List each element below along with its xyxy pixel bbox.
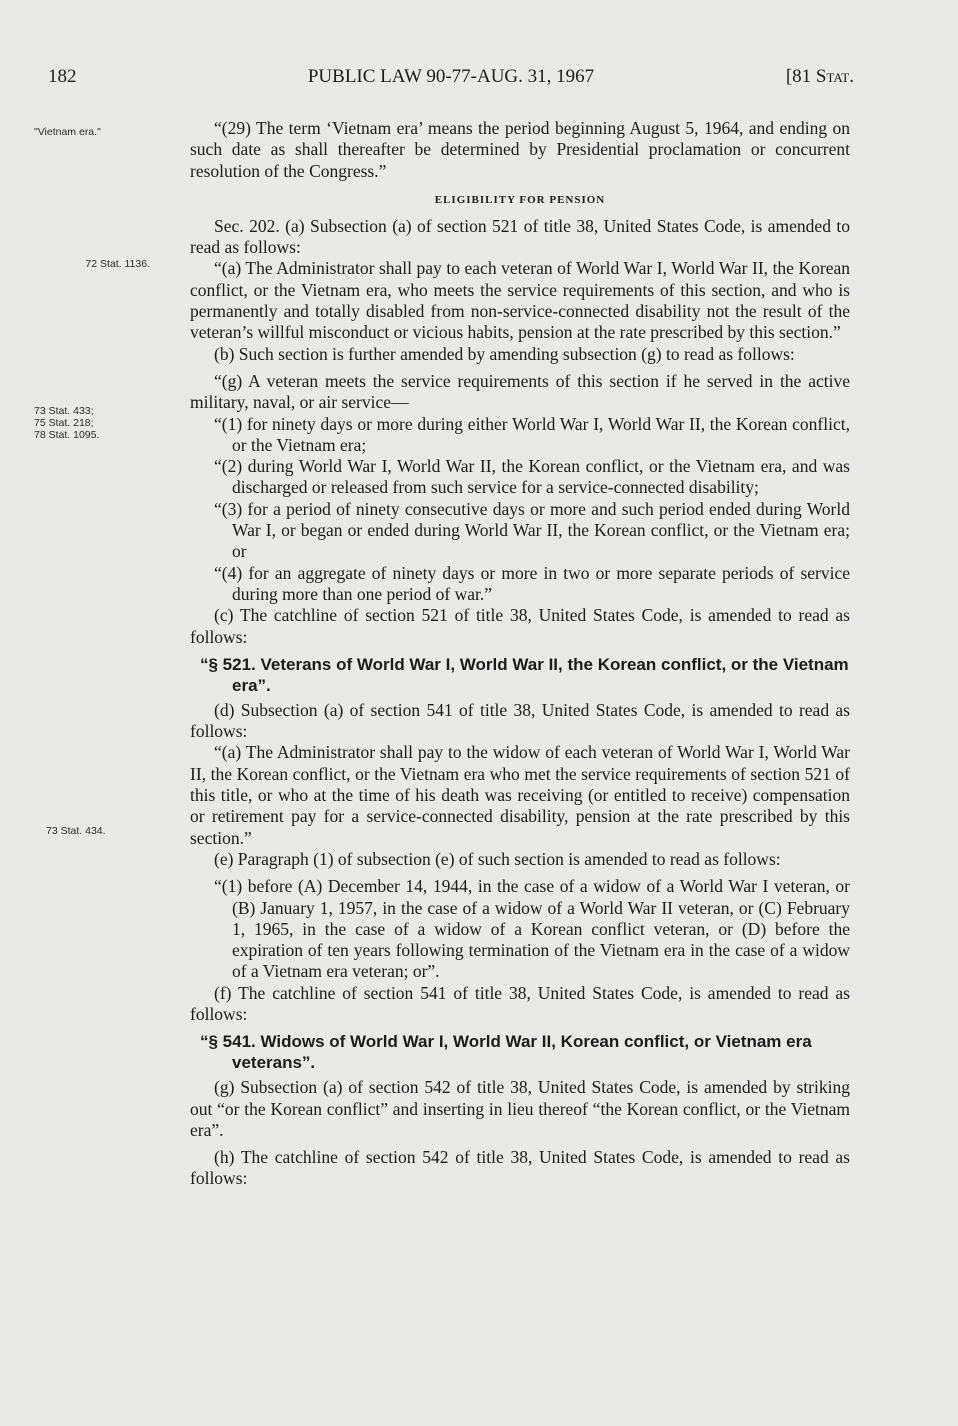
page-number: 182 <box>48 66 77 87</box>
margin-note-vietnam-era: "Vietnam era." <box>34 126 101 138</box>
margin-note-stat-citations <box>34 405 164 441</box>
margin-note-73-stat-434: 73 Stat. 434. <box>46 825 106 837</box>
subsection-b: (b) Such section is further amended by amending subsection (g) to read as follows: <box>214 343 795 364</box>
subsection-h: (h) The catchline of section 542 of title 38, United States Code, is amended to read as follows: <box>190 1147 850 1189</box>
subsection-f: (f) The catchline of section 541 of title 38, United States Code, is amended to read as follows: <box>190 982 850 1024</box>
running-title: PUBLIC LAW 90-77-AUG. 31, 1967 <box>307 66 595 87</box>
clause-g-2: “(2) during World War I, World War II, the Korean conflict, or the Vietnam era, and was discharged or released from such service for a service-connected disability; <box>214 456 850 498</box>
page-header <box>48 66 854 96</box>
quote-subsection-d: “(a) The Administrator shall pay to the widow of each veteran of World War I, World War II, the Korean conflict, or the Vietnam era who met the service requirements of section 521 of this title, or who at the time of his death was receiving (or entitled to receive) compensation or retirement pay for a service-connected disability, pension at the rate prescribed by this section.” <box>190 742 850 848</box>
section-202-a: Sec. 202. (a) Subsection (a) of section 521 of title 38, United States Code, is amended to read as follows: <box>190 215 850 258</box>
quote-subsection-a: “(a) The Administrator shall pay to each veteran of World War I, World War II, the Korean conflict, or the Vietnam era, who meets the service requirements of this section, and who is permanently and totally disabled from non-service-connected disability not the result of the veteran’s willful misconduct or vicious habits, pension at the rate prescribed by this section.” <box>190 258 850 343</box>
margin-note-73-stat-433: 73 Stat. 433; <box>34 405 94 417</box>
subsection-e: (e) Paragraph (1) of subsection (e) of such section is amended to read as follows: <box>214 848 781 869</box>
clause-g-3: “(3) for a period of ninety consecutive days or more and such period ended during World War I, or began or ended during World War II, the Korean conflict, or the Vietnam era; or <box>214 498 850 562</box>
subsection-g: (g) Subsection (a) of section 542 of title 38, United States Code, is amended by striking out “or the Korean conflict” and inserting in lieu thereof “the Korean conflict, or the Vietnam era”. <box>190 1077 850 1140</box>
subsection-c: (c) The catchline of section 521 of title 38, United States Code, is amended to read as follows: <box>190 605 850 647</box>
clause-g-1: “(1) for ninety days or more during either World War I, World War II, the Korean conflict, or the Vietnam era; <box>214 413 850 455</box>
quote-subsection-g: “(g) A veteran meets the service requirements of this section if he served in the active military, naval, or air service— <box>190 370 850 413</box>
catchline-541: “§ 541. Widows of World War I, World War II, Korean conflict, or Vietnam era veterans”. <box>200 1032 812 1073</box>
clause-g-4: “(4) for an aggregate of ninety days or more in two or more separate periods of service during more than one period of war.” <box>214 562 850 604</box>
margin-note-75-stat-218: 75 Stat. 218; <box>34 417 94 429</box>
clause-e-1: “(1) before (A) December 14, 1944, in the case of a widow of a World War I veteran, or (B) January 1, 1957, in the case of a widow of a World War II veteran, or (C) February 1, 1965, in the case of a widow of a Korean conflict veteran, or (D) before the expiration of ten years following termination of the Vietnam era in the case of a widow of a Vietnam era veteran; or”. <box>214 876 850 982</box>
subsection-d: (d) Subsection (a) of section 541 of title 38, United States Code, is amended to read as follows: <box>190 699 850 742</box>
margin-note-78-stat-1095: 78 Stat. 1095. <box>34 429 100 441</box>
section-heading: ELIGIBILITY FOR PENSION <box>434 193 606 206</box>
paragraph-29: “(29) The term ‘Vietnam era’ means the period beginning August 5, 1964, and ending on such date as shall thereafter be determined by Presidential proclamation or concurrent resolution of the Congress.” <box>190 118 850 181</box>
catchline-521: “§ 521. Veterans of World War I, World War II, the Korean conflict, or the Vietnam era”. <box>200 654 849 695</box>
body-text <box>190 118 850 1190</box>
volume-reference: [81 Stat. <box>785 66 854 87</box>
margin-note-72-stat-1136: 72 Stat. 1136. <box>85 258 150 270</box>
